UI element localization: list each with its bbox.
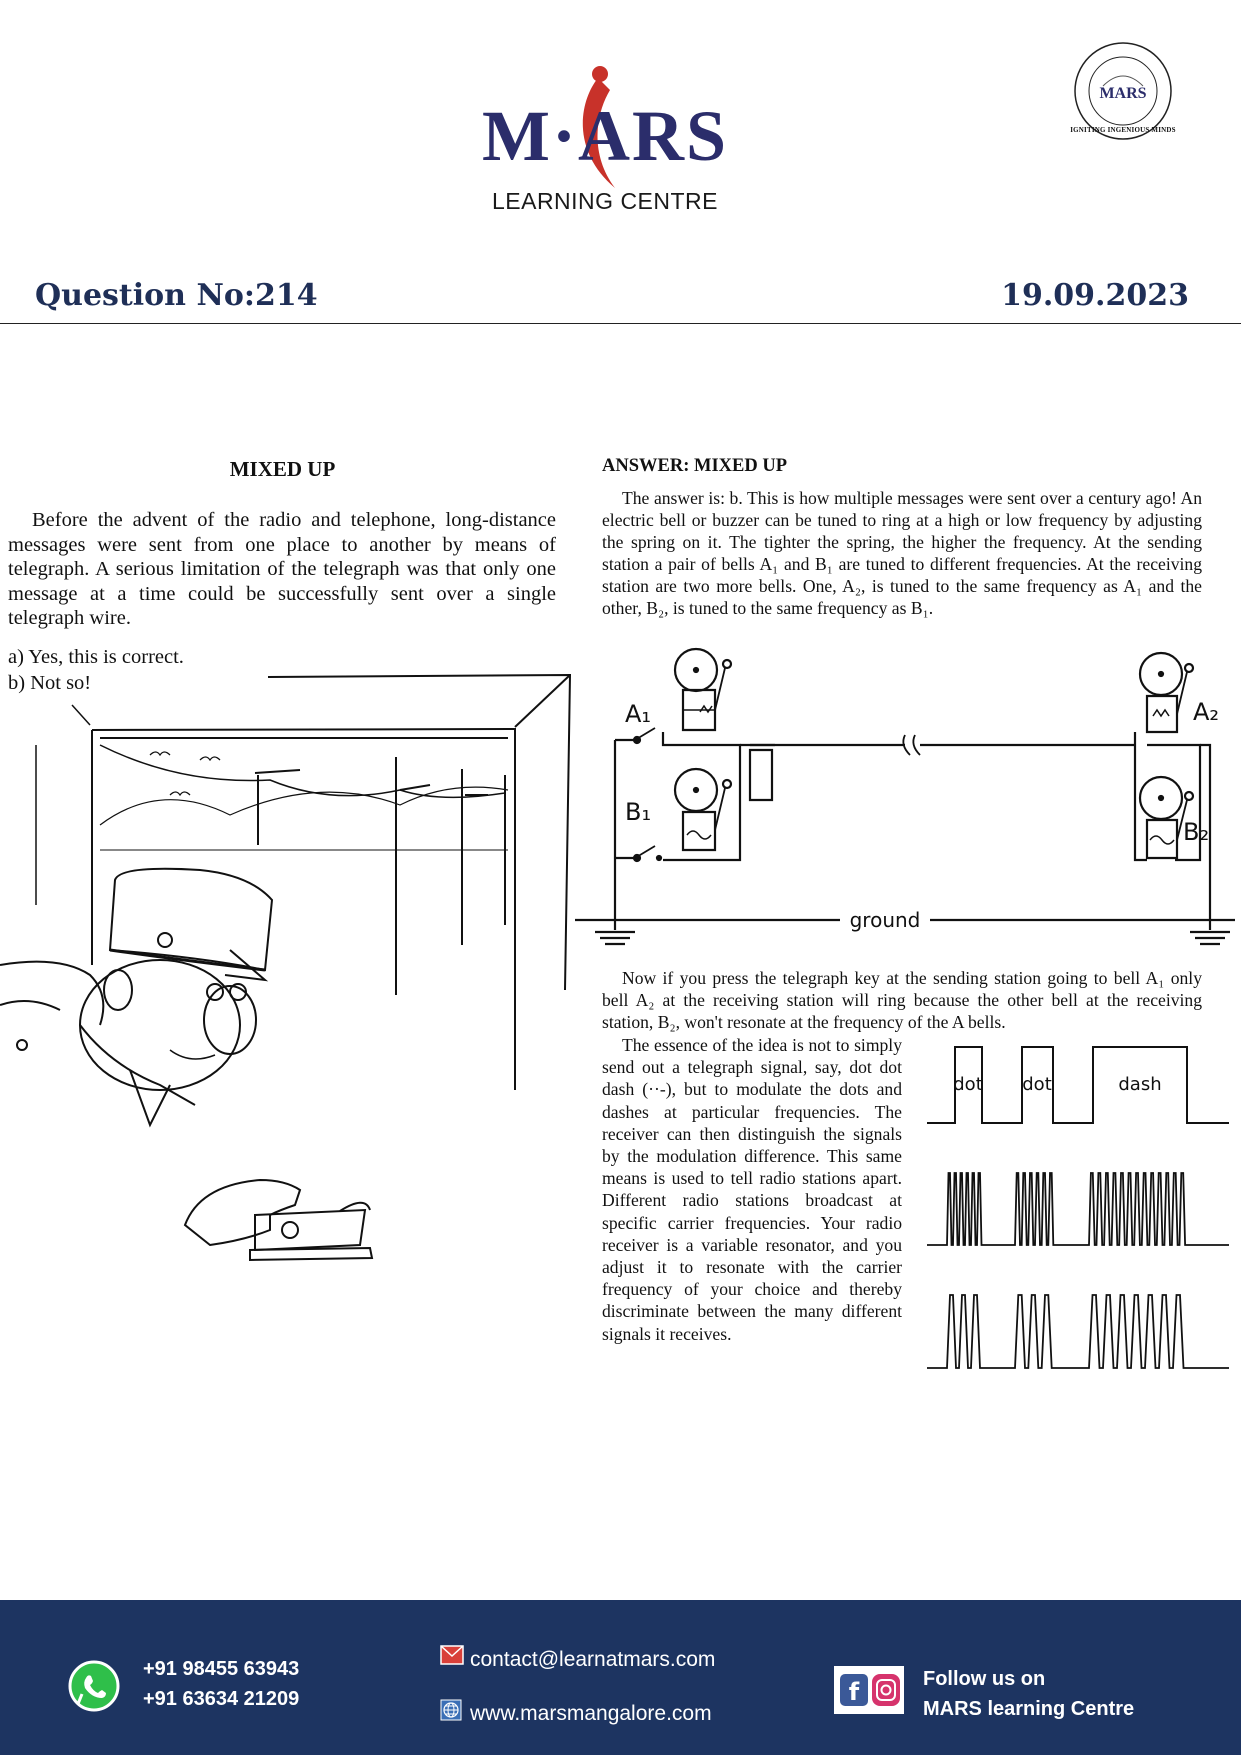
modulation-waveforms: [925, 1035, 1231, 1375]
globe-icon: [440, 1699, 462, 1721]
header-divider: [0, 323, 1241, 324]
phone-number-2[interactable]: +91 63634 21209: [143, 1688, 300, 1710]
bell-circuit-diagram: [575, 640, 1241, 960]
svg-text:MARS: MARS: [1099, 85, 1147, 102]
label-dot-2: dot: [1022, 1074, 1052, 1095]
svg-text:f: f: [848, 1678, 860, 1706]
mail-icon: [440, 1645, 464, 1665]
label-b1: B₁: [625, 798, 652, 826]
option-b: b) Not so!: [8, 672, 92, 694]
option-a: a) Yes, this is correct.: [8, 646, 184, 668]
question-date: 19.09.2023: [1001, 278, 1189, 313]
email-link[interactable]: contact@learnatmars.com: [470, 1648, 716, 1671]
follow-us-line-2[interactable]: MARS learning Centre: [923, 1698, 1135, 1720]
website-link[interactable]: www.marsmangalore.com: [470, 1702, 712, 1725]
seal-tagline: IGNITING INGENIOUS MINDS: [1070, 126, 1176, 134]
answer-paragraph-1: The answer is: b. This is how multiple messages were sent over a century ago! An electric bell or buzzer can be tuned to ring at a high or low frequency by adjusting the spring on it. The tighter the spring, the higher the frequency. At the sending station a pair of bells A₁ and B₁ are tuned to different frequencies. At the receiving station are two more bells. One, A₂, is tuned to the same frequency as A₁ and the other, B₂, is tuned to the same frequency as B₁.: [602, 488, 1202, 618]
whatsapp-icon[interactable]: [68, 1660, 120, 1712]
label-dash: dash: [1118, 1074, 1162, 1095]
label-a1: A₁: [625, 700, 652, 728]
question-title: MIXED UP: [229, 457, 336, 481]
logo-subtitle: LEARNING CENTRE: [491, 188, 719, 214]
question-body: Before the advent of the radio and telephone, long-distance messages were sent from one place to another by means of telegraph. A serious limitation of the telegraph was that only one message at a time could be successfully sent over a single telegraph wire.: [8, 509, 556, 629]
svg-text:M·ARS: M·ARS: [481, 96, 729, 176]
follow-us-line-1: Follow us on: [923, 1668, 1046, 1690]
label-b2: B₂: [1183, 818, 1210, 846]
label-dot-1: dot: [953, 1074, 983, 1095]
label-ground: ground: [849, 908, 921, 932]
question-number: Question No:214: [35, 278, 318, 313]
answer-paragraph-2: Now if you press the telegraph key at the sending station going to bell A₁ only bell A₂ at the receiving station will ring because the other bell at the receiving station, B₂, won't resonate at the frequency of the A bells.: [602, 968, 1202, 1032]
facebook-instagram-icon[interactable]: [834, 1666, 904, 1714]
phone-number-1[interactable]: +91 98455 63943: [143, 1658, 300, 1680]
telegraph-operator-cartoon: [0, 665, 575, 1265]
label-a2: A₂: [1193, 698, 1220, 726]
answer-paragraph-3: The essence of the idea is not to simply send out a telegraph signal, say, dot dot dash (··-), but to modulate the dots and dashes at particular frequencies. The receiver can then distinguish the signals by the modulation difference. This same means is used to tell radio stations apart. Different radio stations broadcast at specific carrier frequencies. Your radio receiver is a variable resonator, and you adjust it to resonate with the carrier frequency of your choice and thereby discriminate between the many different signals it receives.: [602, 1035, 902, 1344]
answer-title: ANSWER: MIXED UP: [602, 456, 787, 476]
